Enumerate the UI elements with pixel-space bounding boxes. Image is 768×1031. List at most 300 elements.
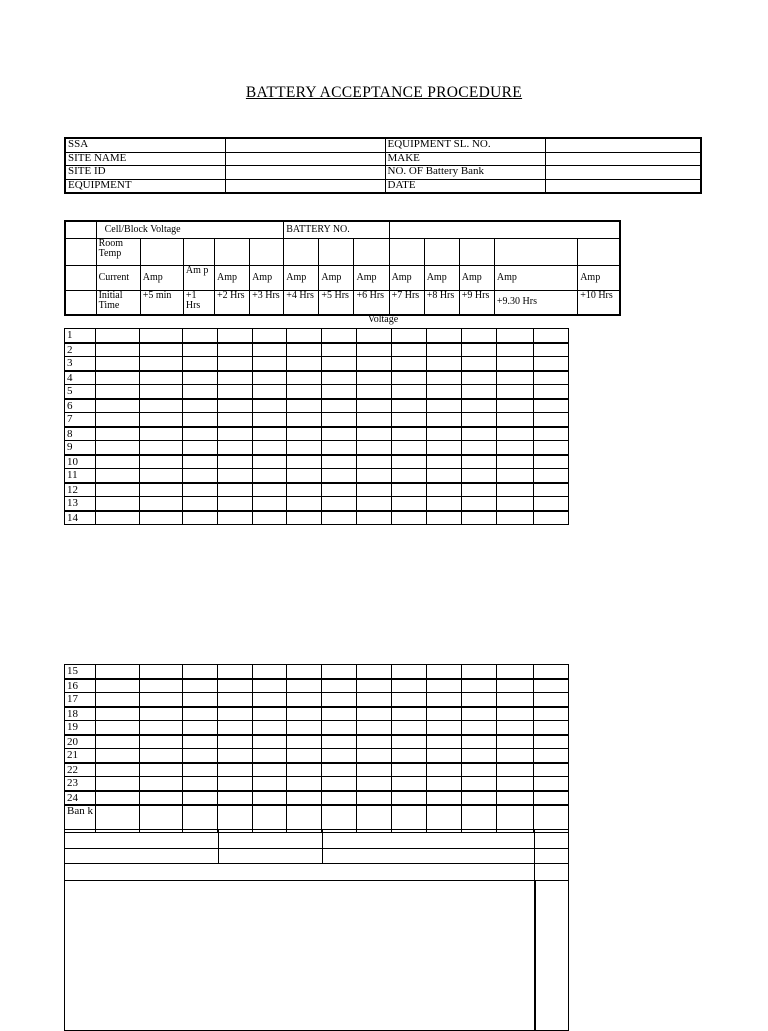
voltage-cell[interactable] bbox=[497, 329, 534, 343]
voltage-cell[interactable] bbox=[140, 455, 183, 469]
voltage-cell[interactable] bbox=[497, 469, 534, 483]
voltage-cell[interactable] bbox=[392, 399, 427, 413]
voltage-cell[interactable] bbox=[427, 357, 462, 371]
voltage-cell[interactable] bbox=[96, 329, 140, 343]
voltage-cell[interactable] bbox=[392, 329, 427, 343]
voltage-cell[interactable] bbox=[96, 357, 140, 371]
voltage-cell[interactable] bbox=[253, 469, 287, 483]
voltage-cell[interactable] bbox=[287, 665, 322, 679]
voltage-cell[interactable] bbox=[497, 427, 534, 441]
voltage-cell[interactable] bbox=[497, 343, 534, 357]
voltage-cell[interactable] bbox=[253, 763, 287, 777]
voltage-cell[interactable] bbox=[96, 399, 140, 413]
voltage-cell[interactable] bbox=[140, 763, 183, 777]
voltage-cell[interactable] bbox=[218, 455, 253, 469]
info-value-field[interactable] bbox=[545, 152, 701, 166]
voltage-cell[interactable] bbox=[183, 665, 218, 679]
voltage-cell[interactable] bbox=[287, 371, 322, 385]
voltage-cell[interactable] bbox=[96, 455, 140, 469]
voltage-cell[interactable] bbox=[534, 329, 569, 343]
voltage-cell[interactable] bbox=[357, 721, 392, 735]
voltage-cell[interactable] bbox=[322, 427, 357, 441]
voltage-cell[interactable] bbox=[462, 777, 497, 791]
voltage-cell[interactable] bbox=[322, 371, 357, 385]
voltage-cell[interactable] bbox=[183, 735, 218, 749]
voltage-cell[interactable] bbox=[534, 399, 569, 413]
voltage-cell[interactable] bbox=[497, 399, 534, 413]
voltage-cell[interactable] bbox=[357, 343, 392, 357]
voltage-cell[interactable] bbox=[357, 763, 392, 777]
voltage-cell[interactable] bbox=[218, 413, 253, 427]
voltage-cell[interactable] bbox=[357, 427, 392, 441]
voltage-cell[interactable] bbox=[287, 357, 322, 371]
voltage-cell[interactable] bbox=[497, 497, 534, 511]
voltage-cell[interactable] bbox=[218, 441, 253, 455]
voltage-cell[interactable] bbox=[534, 483, 569, 497]
voltage-cell[interactable] bbox=[322, 791, 357, 806]
voltage-cell[interactable] bbox=[183, 749, 218, 763]
voltage-cell[interactable] bbox=[253, 441, 287, 455]
voltage-cell[interactable] bbox=[218, 371, 253, 385]
voltage-cell[interactable] bbox=[462, 357, 497, 371]
voltage-cell[interactable] bbox=[96, 791, 140, 806]
voltage-cell[interactable] bbox=[497, 483, 534, 497]
voltage-cell[interactable] bbox=[462, 329, 497, 343]
voltage-cell[interactable] bbox=[218, 385, 253, 399]
temp-field[interactable] bbox=[494, 238, 577, 265]
voltage-cell[interactable] bbox=[287, 399, 322, 413]
voltage-cell[interactable] bbox=[140, 399, 183, 413]
voltage-cell[interactable] bbox=[427, 707, 462, 721]
temp-field[interactable] bbox=[424, 238, 459, 265]
voltage-cell[interactable] bbox=[534, 735, 569, 749]
voltage-cell[interactable] bbox=[427, 371, 462, 385]
temp-field[interactable] bbox=[250, 238, 284, 265]
voltage-cell[interactable] bbox=[140, 441, 183, 455]
voltage-cell[interactable] bbox=[534, 371, 569, 385]
voltage-cell[interactable] bbox=[462, 679, 497, 693]
voltage-cell[interactable] bbox=[357, 665, 392, 679]
voltage-cell[interactable] bbox=[218, 357, 253, 371]
voltage-cell[interactable] bbox=[287, 329, 322, 343]
voltage-cell[interactable] bbox=[357, 735, 392, 749]
voltage-cell[interactable] bbox=[534, 497, 569, 511]
voltage-cell[interactable] bbox=[183, 385, 218, 399]
voltage-cell[interactable] bbox=[392, 763, 427, 777]
temp-field[interactable] bbox=[140, 238, 183, 265]
voltage-cell[interactable] bbox=[287, 497, 322, 511]
voltage-cell[interactable] bbox=[253, 483, 287, 497]
voltage-cell[interactable] bbox=[183, 455, 218, 469]
voltage-cell[interactable] bbox=[287, 693, 322, 707]
voltage-cell[interactable] bbox=[534, 343, 569, 357]
voltage-cell[interactable] bbox=[392, 721, 427, 735]
voltage-cell[interactable] bbox=[218, 735, 253, 749]
voltage-cell[interactable] bbox=[462, 735, 497, 749]
voltage-cell[interactable] bbox=[534, 721, 569, 735]
voltage-cell[interactable] bbox=[322, 357, 357, 371]
voltage-cell[interactable] bbox=[140, 777, 183, 791]
temp-field[interactable] bbox=[354, 238, 389, 265]
voltage-cell[interactable] bbox=[322, 385, 357, 399]
voltage-cell[interactable] bbox=[357, 329, 392, 343]
voltage-cell[interactable] bbox=[218, 721, 253, 735]
voltage-cell[interactable] bbox=[534, 469, 569, 483]
voltage-cell[interactable] bbox=[462, 455, 497, 469]
voltage-cell[interactable] bbox=[462, 721, 497, 735]
voltage-cell[interactable] bbox=[96, 343, 140, 357]
voltage-cell[interactable] bbox=[253, 511, 287, 525]
voltage-cell[interactable] bbox=[183, 721, 218, 735]
voltage-cell[interactable] bbox=[140, 749, 183, 763]
voltage-cell[interactable] bbox=[287, 763, 322, 777]
voltage-cell[interactable] bbox=[218, 427, 253, 441]
voltage-cell[interactable] bbox=[183, 483, 218, 497]
voltage-cell[interactable] bbox=[427, 763, 462, 777]
voltage-cell[interactable] bbox=[462, 749, 497, 763]
voltage-cell[interactable] bbox=[357, 371, 392, 385]
voltage-cell[interactable] bbox=[140, 329, 183, 343]
voltage-cell[interactable] bbox=[462, 763, 497, 777]
voltage-cell[interactable] bbox=[427, 413, 462, 427]
voltage-cell[interactable] bbox=[253, 329, 287, 343]
voltage-cell[interactable] bbox=[253, 427, 287, 441]
voltage-cell[interactable] bbox=[357, 511, 392, 525]
voltage-cell[interactable] bbox=[427, 791, 462, 806]
voltage-cell[interactable] bbox=[96, 693, 140, 707]
voltage-cell[interactable] bbox=[287, 441, 322, 455]
voltage-cell[interactable] bbox=[322, 665, 357, 679]
voltage-cell[interactable] bbox=[534, 693, 569, 707]
voltage-cell[interactable] bbox=[183, 427, 218, 441]
voltage-cell[interactable] bbox=[96, 497, 140, 511]
voltage-cell[interactable] bbox=[140, 343, 183, 357]
voltage-cell[interactable] bbox=[427, 693, 462, 707]
voltage-cell[interactable] bbox=[183, 707, 218, 721]
voltage-cell[interactable] bbox=[183, 329, 218, 343]
voltage-cell[interactable] bbox=[218, 763, 253, 777]
voltage-cell[interactable] bbox=[357, 749, 392, 763]
voltage-cell[interactable] bbox=[218, 399, 253, 413]
info-value-field[interactable] bbox=[545, 179, 701, 193]
voltage-cell[interactable] bbox=[427, 665, 462, 679]
voltage-cell[interactable] bbox=[253, 735, 287, 749]
info-value-field[interactable] bbox=[225, 138, 385, 152]
voltage-cell[interactable] bbox=[392, 343, 427, 357]
voltage-cell[interactable] bbox=[427, 329, 462, 343]
voltage-cell[interactable] bbox=[140, 357, 183, 371]
voltage-cell[interactable] bbox=[140, 693, 183, 707]
voltage-cell[interactable] bbox=[96, 385, 140, 399]
voltage-cell[interactable] bbox=[497, 791, 534, 806]
voltage-cell[interactable] bbox=[218, 707, 253, 721]
voltage-cell[interactable] bbox=[96, 483, 140, 497]
voltage-cell[interactable] bbox=[322, 693, 357, 707]
voltage-cell[interactable] bbox=[183, 777, 218, 791]
voltage-cell[interactable] bbox=[218, 511, 253, 525]
voltage-cell[interactable] bbox=[462, 497, 497, 511]
voltage-cell[interactable] bbox=[253, 707, 287, 721]
voltage-cell[interactable] bbox=[357, 469, 392, 483]
voltage-cell[interactable] bbox=[140, 735, 183, 749]
voltage-cell[interactable] bbox=[253, 791, 287, 806]
voltage-cell[interactable] bbox=[183, 371, 218, 385]
info-value-field[interactable] bbox=[225, 152, 385, 166]
voltage-cell[interactable] bbox=[497, 357, 534, 371]
voltage-cell[interactable] bbox=[497, 763, 534, 777]
voltage-cell[interactable] bbox=[253, 749, 287, 763]
voltage-cell[interactable] bbox=[357, 693, 392, 707]
voltage-cell[interactable] bbox=[427, 455, 462, 469]
voltage-cell[interactable] bbox=[392, 357, 427, 371]
voltage-cell[interactable] bbox=[287, 791, 322, 806]
voltage-cell[interactable] bbox=[534, 665, 569, 679]
voltage-cell[interactable] bbox=[534, 679, 569, 693]
voltage-cell[interactable] bbox=[534, 791, 569, 806]
voltage-cell[interactable] bbox=[253, 455, 287, 469]
voltage-cell[interactable] bbox=[183, 511, 218, 525]
voltage-cell[interactable] bbox=[322, 707, 357, 721]
voltage-cell[interactable] bbox=[462, 511, 497, 525]
voltage-cell[interactable] bbox=[253, 343, 287, 357]
remarks-field[interactable] bbox=[65, 849, 219, 864]
voltage-cell[interactable] bbox=[357, 483, 392, 497]
voltage-cell[interactable] bbox=[96, 749, 140, 763]
remarks-field[interactable] bbox=[535, 864, 569, 881]
voltage-cell[interactable] bbox=[140, 511, 183, 525]
voltage-cell[interactable] bbox=[427, 441, 462, 455]
voltage-cell[interactable] bbox=[392, 483, 427, 497]
info-value-field[interactable] bbox=[545, 166, 701, 180]
voltage-cell[interactable] bbox=[183, 679, 218, 693]
voltage-cell[interactable] bbox=[392, 371, 427, 385]
voltage-cell[interactable] bbox=[287, 707, 322, 721]
voltage-cell[interactable] bbox=[462, 707, 497, 721]
remarks-field[interactable] bbox=[535, 881, 569, 1031]
voltage-cell[interactable] bbox=[322, 469, 357, 483]
temp-field[interactable] bbox=[389, 238, 424, 265]
voltage-cell[interactable] bbox=[322, 749, 357, 763]
voltage-cell[interactable] bbox=[96, 665, 140, 679]
voltage-cell[interactable] bbox=[96, 735, 140, 749]
voltage-cell[interactable] bbox=[218, 679, 253, 693]
voltage-cell[interactable] bbox=[287, 511, 322, 525]
voltage-cell[interactable] bbox=[140, 679, 183, 693]
voltage-cell[interactable] bbox=[357, 455, 392, 469]
voltage-cell[interactable] bbox=[140, 483, 183, 497]
voltage-cell[interactable] bbox=[253, 371, 287, 385]
voltage-cell[interactable] bbox=[322, 455, 357, 469]
voltage-cell[interactable] bbox=[96, 763, 140, 777]
voltage-cell[interactable] bbox=[357, 399, 392, 413]
voltage-cell[interactable] bbox=[140, 371, 183, 385]
voltage-cell[interactable] bbox=[462, 399, 497, 413]
voltage-cell[interactable] bbox=[392, 441, 427, 455]
voltage-cell[interactable] bbox=[218, 469, 253, 483]
voltage-cell[interactable] bbox=[392, 385, 427, 399]
voltage-cell[interactable] bbox=[357, 357, 392, 371]
voltage-cell[interactable] bbox=[96, 413, 140, 427]
battery-no-field[interactable] bbox=[389, 221, 620, 238]
voltage-cell[interactable] bbox=[140, 721, 183, 735]
remarks-large-field[interactable] bbox=[65, 881, 535, 1031]
voltage-cell[interactable] bbox=[357, 679, 392, 693]
voltage-cell[interactable] bbox=[96, 679, 140, 693]
voltage-cell[interactable] bbox=[218, 497, 253, 511]
remarks-field[interactable] bbox=[535, 830, 569, 849]
voltage-cell[interactable] bbox=[462, 693, 497, 707]
voltage-cell[interactable] bbox=[287, 413, 322, 427]
voltage-cell[interactable] bbox=[392, 707, 427, 721]
voltage-cell[interactable] bbox=[218, 777, 253, 791]
voltage-cell[interactable] bbox=[427, 399, 462, 413]
voltage-cell[interactable] bbox=[253, 357, 287, 371]
voltage-cell[interactable] bbox=[218, 665, 253, 679]
voltage-cell[interactable] bbox=[357, 385, 392, 399]
voltage-cell[interactable] bbox=[497, 735, 534, 749]
voltage-cell[interactable] bbox=[534, 763, 569, 777]
voltage-cell[interactable] bbox=[140, 385, 183, 399]
voltage-cell[interactable] bbox=[287, 343, 322, 357]
voltage-cell[interactable] bbox=[534, 749, 569, 763]
voltage-cell[interactable] bbox=[287, 483, 322, 497]
voltage-cell[interactable] bbox=[218, 791, 253, 806]
voltage-cell[interactable] bbox=[357, 791, 392, 806]
voltage-cell[interactable] bbox=[322, 413, 357, 427]
voltage-cell[interactable] bbox=[287, 679, 322, 693]
remarks-field[interactable] bbox=[65, 864, 535, 881]
voltage-cell[interactable] bbox=[392, 735, 427, 749]
voltage-cell[interactable] bbox=[287, 735, 322, 749]
voltage-cell[interactable] bbox=[427, 749, 462, 763]
voltage-cell[interactable] bbox=[96, 777, 140, 791]
voltage-cell[interactable] bbox=[322, 511, 357, 525]
voltage-cell[interactable] bbox=[462, 413, 497, 427]
voltage-cell[interactable] bbox=[357, 707, 392, 721]
voltage-cell[interactable] bbox=[534, 441, 569, 455]
voltage-cell[interactable] bbox=[497, 693, 534, 707]
voltage-cell[interactable] bbox=[462, 427, 497, 441]
voltage-cell[interactable] bbox=[322, 343, 357, 357]
voltage-cell[interactable] bbox=[497, 665, 534, 679]
voltage-cell[interactable] bbox=[497, 707, 534, 721]
voltage-cell[interactable] bbox=[140, 427, 183, 441]
info-value-field[interactable] bbox=[225, 179, 385, 193]
voltage-cell[interactable] bbox=[322, 735, 357, 749]
voltage-cell[interactable] bbox=[427, 777, 462, 791]
voltage-cell[interactable] bbox=[253, 413, 287, 427]
info-value-field[interactable] bbox=[545, 138, 701, 152]
voltage-cell[interactable] bbox=[322, 483, 357, 497]
voltage-cell[interactable] bbox=[140, 497, 183, 511]
voltage-cell[interactable] bbox=[534, 777, 569, 791]
voltage-cell[interactable] bbox=[218, 329, 253, 343]
voltage-cell[interactable] bbox=[534, 357, 569, 371]
voltage-cell[interactable] bbox=[287, 385, 322, 399]
voltage-cell[interactable] bbox=[427, 497, 462, 511]
voltage-cell[interactable] bbox=[140, 469, 183, 483]
info-value-field[interactable] bbox=[225, 166, 385, 180]
voltage-cell[interactable] bbox=[392, 469, 427, 483]
voltage-cell[interactable] bbox=[96, 427, 140, 441]
voltage-cell[interactable] bbox=[392, 749, 427, 763]
voltage-cell[interactable] bbox=[322, 777, 357, 791]
voltage-cell[interactable] bbox=[218, 483, 253, 497]
voltage-cell[interactable] bbox=[497, 777, 534, 791]
voltage-cell[interactable] bbox=[322, 399, 357, 413]
remarks-field[interactable] bbox=[323, 849, 535, 864]
voltage-cell[interactable] bbox=[96, 721, 140, 735]
voltage-cell[interactable] bbox=[497, 679, 534, 693]
voltage-cell[interactable] bbox=[322, 763, 357, 777]
voltage-cell[interactable] bbox=[392, 455, 427, 469]
voltage-cell[interactable] bbox=[357, 413, 392, 427]
voltage-cell[interactable] bbox=[253, 385, 287, 399]
voltage-cell[interactable] bbox=[392, 665, 427, 679]
voltage-cell[interactable] bbox=[357, 441, 392, 455]
voltage-cell[interactable] bbox=[183, 763, 218, 777]
voltage-cell[interactable] bbox=[392, 511, 427, 525]
voltage-cell[interactable] bbox=[534, 413, 569, 427]
temp-field[interactable] bbox=[459, 238, 494, 265]
temp-field[interactable] bbox=[578, 238, 620, 265]
voltage-cell[interactable] bbox=[218, 343, 253, 357]
voltage-cell[interactable] bbox=[96, 511, 140, 525]
remarks-field[interactable] bbox=[219, 830, 323, 849]
voltage-cell[interactable] bbox=[534, 455, 569, 469]
voltage-cell[interactable] bbox=[253, 721, 287, 735]
voltage-cell[interactable] bbox=[140, 707, 183, 721]
voltage-cell[interactable] bbox=[287, 469, 322, 483]
voltage-cell[interactable] bbox=[427, 721, 462, 735]
voltage-cell[interactable] bbox=[287, 427, 322, 441]
voltage-cell[interactable] bbox=[253, 497, 287, 511]
voltage-cell[interactable] bbox=[357, 497, 392, 511]
voltage-cell[interactable] bbox=[427, 679, 462, 693]
voltage-cell[interactable] bbox=[497, 413, 534, 427]
voltage-cell[interactable] bbox=[462, 371, 497, 385]
voltage-cell[interactable] bbox=[218, 693, 253, 707]
voltage-cell[interactable] bbox=[497, 455, 534, 469]
voltage-cell[interactable] bbox=[392, 693, 427, 707]
voltage-cell[interactable] bbox=[322, 721, 357, 735]
voltage-cell[interactable] bbox=[462, 665, 497, 679]
voltage-cell[interactable] bbox=[287, 455, 322, 469]
voltage-cell[interactable] bbox=[534, 427, 569, 441]
voltage-cell[interactable] bbox=[218, 749, 253, 763]
voltage-cell[interactable] bbox=[253, 679, 287, 693]
voltage-cell[interactable] bbox=[462, 385, 497, 399]
voltage-cell[interactable] bbox=[462, 469, 497, 483]
voltage-cell[interactable] bbox=[497, 511, 534, 525]
voltage-cell[interactable] bbox=[140, 791, 183, 806]
voltage-cell[interactable] bbox=[140, 413, 183, 427]
voltage-cell[interactable] bbox=[183, 469, 218, 483]
voltage-cell[interactable] bbox=[534, 385, 569, 399]
voltage-cell[interactable] bbox=[392, 413, 427, 427]
voltage-cell[interactable] bbox=[427, 735, 462, 749]
temp-field[interactable] bbox=[319, 238, 354, 265]
voltage-cell[interactable] bbox=[497, 371, 534, 385]
voltage-cell[interactable] bbox=[497, 385, 534, 399]
voltage-cell[interactable] bbox=[183, 497, 218, 511]
voltage-cell[interactable] bbox=[427, 511, 462, 525]
voltage-cell[interactable] bbox=[534, 511, 569, 525]
voltage-cell[interactable] bbox=[140, 665, 183, 679]
voltage-cell[interactable] bbox=[183, 693, 218, 707]
voltage-cell[interactable] bbox=[253, 777, 287, 791]
voltage-cell[interactable] bbox=[427, 469, 462, 483]
